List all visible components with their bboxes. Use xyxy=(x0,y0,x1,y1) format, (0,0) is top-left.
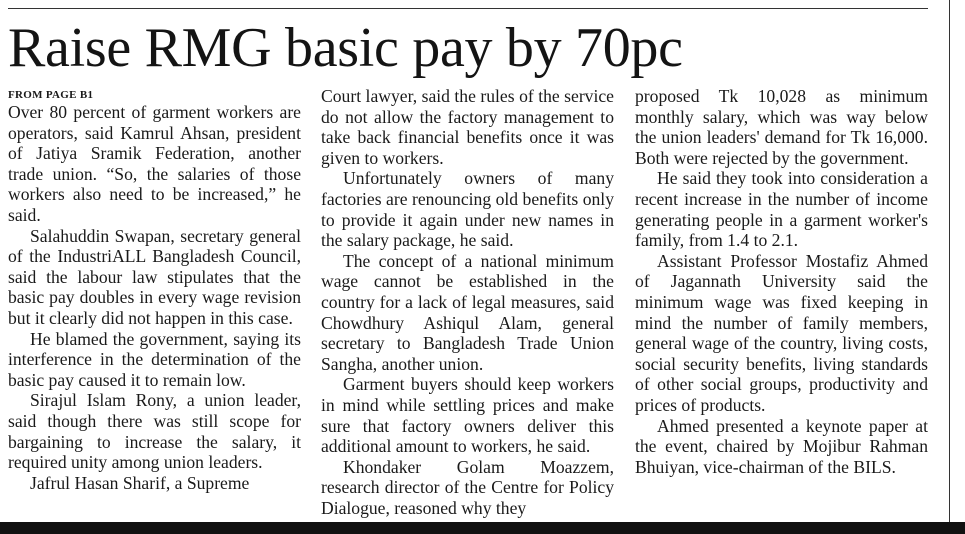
paragraph: Court lawyer, said the rules of the service do not allow the factory management to take back financial benefits once it was given to workers. xyxy=(321,86,614,168)
paragraph: The concept of a national minimum wage cannot be established in the country for a lack of legal measures, said Chowdhury Ashiqul Alam, general secretary to Bangladesh Trade Union Sangha, another union. xyxy=(321,250,614,374)
paragraph: Sirajul Islam Rony, a union leader, said though there was still scope for bargaining to increase the salary, it required unity among union leaders. xyxy=(8,390,301,473)
paragraph: Jafrul Hasan Sharif, a Supreme xyxy=(30,472,250,493)
paragraph: He said they took into consideration a recent increase in the number of income generating people in a garment worker's family, from 1.4 to 2.1. xyxy=(635,168,928,251)
page-edge xyxy=(958,0,965,534)
paragraph: Ahmed presented a keynote paper at the event, chaired by Mojibur Rahman Bhuiyan, vice-chairman of the BILS. xyxy=(635,415,928,477)
column-rule-right xyxy=(949,0,950,522)
paragraph: Unfortunately owners of many factories are renouncing old benefits only to provide it again under new names in the salary package, he said. xyxy=(321,168,614,251)
paragraph: Assistant Professor Mostafiz Ahmed of Jagannath University said the minimum wage was fixed keeping in mind the number of family members, general wage of the country, living costs, social security benefits, living standards of other social groups, productivity and prices of products. xyxy=(635,250,928,415)
article-column-1 xyxy=(8,86,301,522)
headline: Raise RMG basic pay by 70pc xyxy=(8,17,683,79)
article-column-3 xyxy=(635,86,928,522)
bottom-bar xyxy=(0,522,965,534)
paragraph: Khondaker Golam Moazzem, research director of the Centre for Policy Dialogue, reasoned why they xyxy=(321,456,614,518)
top-rule xyxy=(8,8,928,9)
paragraph: Salahuddin Swapan, secretary general of the IndustriALL Bangladesh Council, said the labour law stipulates that the basic pay doubles in every wage revision but it clearly did not happen in this case. xyxy=(8,225,301,328)
paragraph: He blamed the government, saying its interference in the determination of the basic pay caused it to remain low. xyxy=(8,328,301,390)
article-column-2 xyxy=(321,86,614,522)
paragraph: proposed Tk 10,028 as minimum monthly salary, which was way below the union leaders' demand for Tk 16,000. Both were rejected by the government. xyxy=(635,86,928,168)
paragraph: Over 80 percent of garment workers are operators, said Kamrul Ahsan, president of Jatiya Sramik Federation, another trade union. “So, the salaries of those workers also need to be increased,” he said. xyxy=(8,102,301,225)
dateline: FROM PAGE B1 xyxy=(8,89,94,101)
paragraph: Garment buyers should keep workers in mind while settling prices and make sure that factory owners deliver this additional amount to workers, he said. xyxy=(321,374,614,457)
